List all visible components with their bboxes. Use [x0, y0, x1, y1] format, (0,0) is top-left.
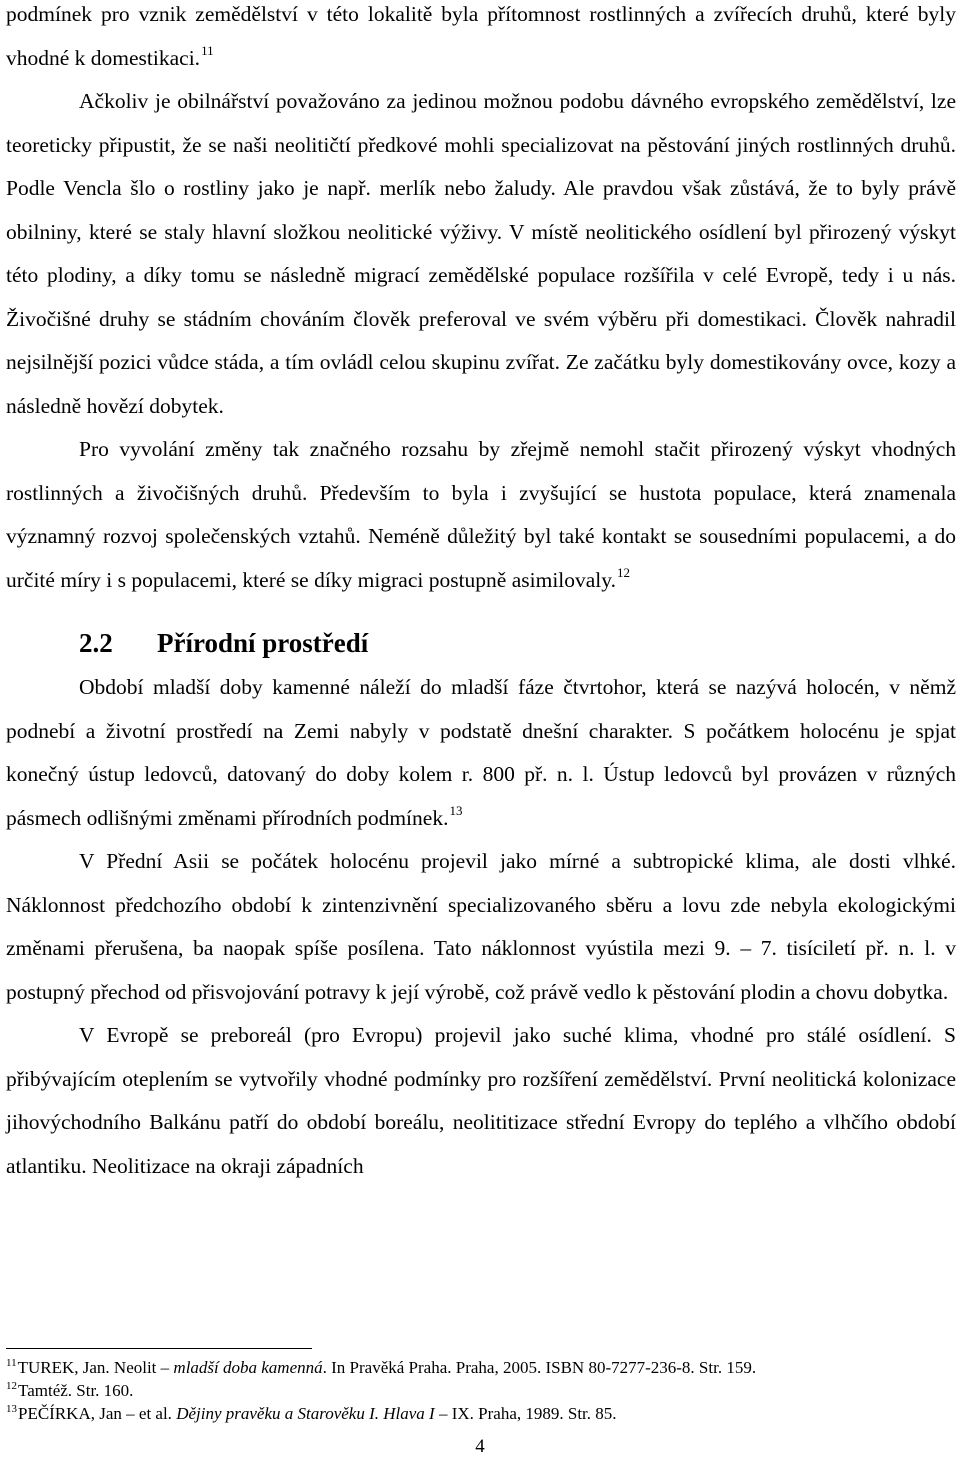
footnote-13-before: PEČÍRKA, Jan – et al.: [18, 1404, 177, 1423]
section-title: Přírodní prostředí: [157, 628, 369, 658]
footnote-separator: [6, 1348, 312, 1349]
paragraph-3-text: Pro vyvolání změny tak značného rozsahu by zřejmě nemohl stačit přirozený výskyt vhodných rostlinných a živočišných druhů. Především to byla i zvyšující se hustota populace, která znamenala významný rozvoj společenských vztahů. Neméně důležitý byl také kontakt se sousedními populacemi, a do určité míry i s populacemi, které se díky migraci postupně asimilovaly.: [6, 437, 956, 592]
footnote-ref-12: 12: [617, 565, 631, 581]
footnote-13: [6, 1402, 956, 1425]
footnote-13-after: – IX. Praha, 1989. Str. 85.: [434, 1404, 617, 1423]
page-number: 4: [475, 1436, 485, 1457]
footnote-11: [6, 1356, 956, 1379]
paragraph-4: [6, 666, 956, 840]
paragraph-2: Ačkoliv je obilnářství považováno za jedinou možnou podobu dávného evropského zemědělství, lze teoreticky připustit, že se naši neolitičtí předkové mohli specializovat na pěstování jiných rostlinných druhů. Podle Vencla šlo o rostliny jako je např. merlík nebo žaludy. Ale pravdou však zůstává, že to byly právě obilniny, které se staly hlavní složkou neolitické výživy. V místě neolitického osídlení byl přirozený výskyt této plodiny, a díky tomu se následně migrací zemědělské populace rozšířila v celé Evropě, tedy i u nás. Živočišné druhy se stádním chováním člověk preferoval ve svém výběru při domestikaci. Člověk nahradil nejsilnější pozici vůdce stáda, a tím ovládl celou skupinu zvířat. Ze začátku byly domestikovány ovce, kozy a následně hovězí dobytek.: [6, 89, 956, 418]
paragraph-1: [6, 0, 956, 80]
paragraph-3: [6, 428, 956, 602]
footnotes: [6, 1356, 956, 1425]
footnote-12-text: Tamtéž. Str. 160.: [18, 1381, 134, 1400]
footnote-11-after: . In Pravěká Praha. Praha, 2005. ISBN 80-7277-236-8. Str. 159.: [322, 1358, 757, 1377]
footnote-11-before: TUREK, Jan. Neolit –: [17, 1358, 174, 1377]
footnote-13-italic: Dějiny pravěku a Starověku I. Hlava I: [176, 1404, 435, 1423]
footnote-12-mark: 12: [6, 1380, 17, 1393]
section-number: 2.2: [79, 628, 113, 658]
footnote-ref-13: 13: [449, 803, 463, 819]
footnote-11-italic: mladší doba kamenná: [173, 1358, 323, 1377]
section-heading: [6, 623, 956, 663]
body-text: [6, 0, 956, 602]
document-page: [6, 0, 956, 1188]
section-body-text: [6, 666, 956, 1188]
footnote-12: [6, 1379, 956, 1402]
footnote-13-mark: 13: [6, 1403, 17, 1416]
footnote-11-mark: 11: [6, 1357, 17, 1370]
paragraph-4-text: Období mladší doby kamenné náleží do mladší fáze čtvrtohor, která se nazývá holocén, v němž podnebí a životní prostředí na Zemi nabyly v podstatě dnešní charakter. S počátkem holocénu je spjat konečný ústup ledovců, datovaný do doby kolem r. 800 př. n. l. Ústup ledovců byl provázen v různých pásmech odlišnými změnami přírodních podmínek.: [6, 675, 956, 830]
paragraph-5: V Přední Asii se počátek holocénu projevil jako mírné a subtropické klima, ale dosti vlhké. Náklonnost předchozího období k zintenzivnění specializovaného sběru a lovu zde nebyla ekologickými změnami přerušena, ba naopak spíše posílena. Tato náklonnost vyústila mezi 9. – 7. tisíciletí př. n. l. v postupný přechod od přisvojování potravy k její výrobě, což právě vedlo k pěstování plodin a chovu dobytka.: [6, 849, 956, 1004]
footnote-ref-11: 11: [201, 43, 214, 59]
paragraph-6: V Evropě se preboreál (pro Evropu) projevil jako suché klima, vhodné pro stálé osídlení. S přibývajícím oteplením se vytvořily vhodné podmínky pro rozšíření zemědělství. První neolitická kolonizace jihovýchodního Balkánu patří do období boreálu, neolititizace střední Evropy do teplého a vlhčího období atlantiku. Neolitizace na okraji západních: [6, 1023, 956, 1178]
paragraph-1-text: podmínek pro vznik zemědělství v této lokalitě byla přítomnost rostlinných a zvířecích druhů, které byly vhodné k domestikaci.: [6, 2, 956, 70]
